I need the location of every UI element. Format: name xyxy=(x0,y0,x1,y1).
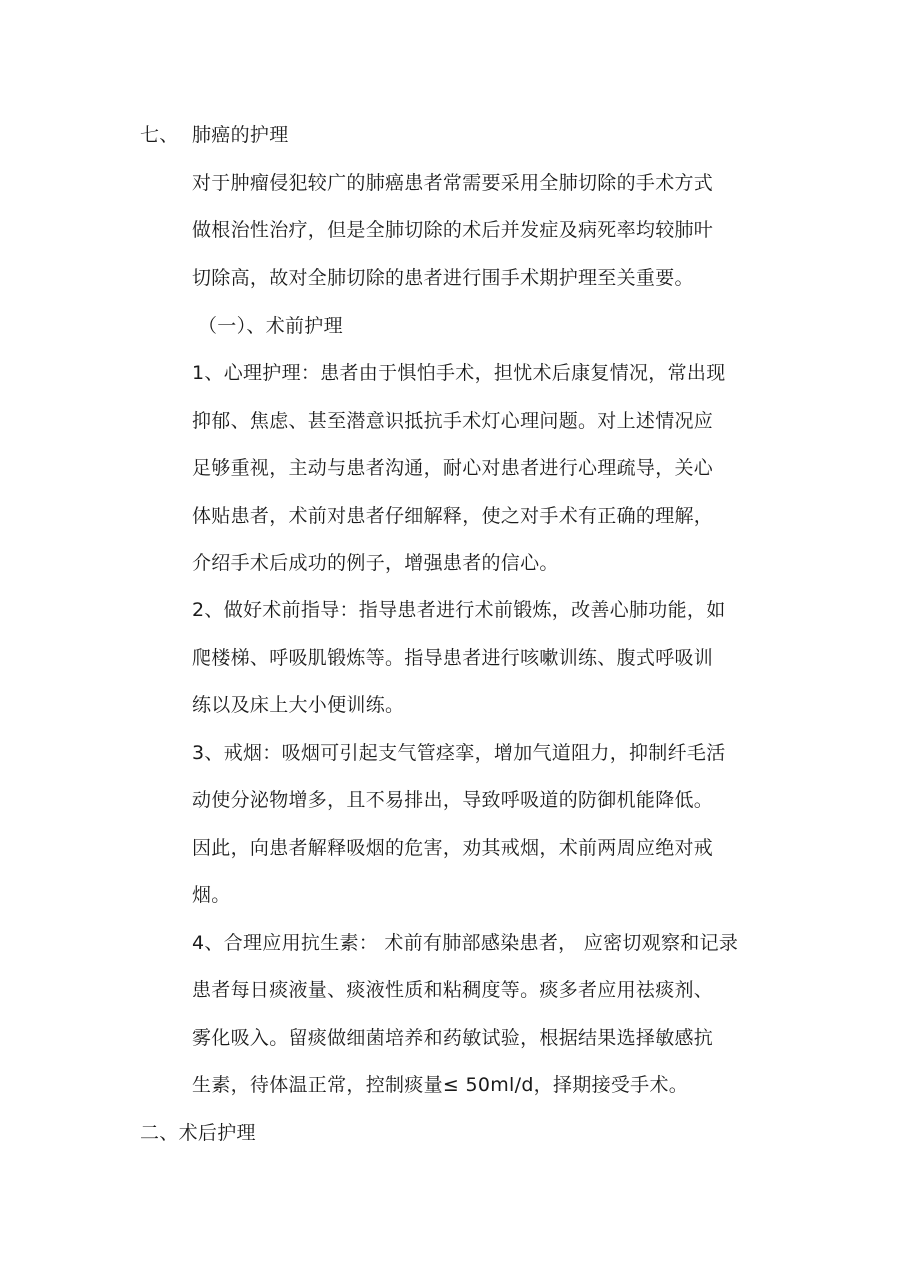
item4-line-3: 雾化吸入。留痰做细菌培养和药敏试验，根据结果选择敏感抗 xyxy=(192,1027,714,1049)
intro-line-3: 切除高，故对全肺切除的患者进行围手术期护理至关重要。 xyxy=(192,267,694,289)
item3-line-1: 3、戒烟：吸烟可引起支气管痉挛，增加气道阻力，抑制纤毛活 xyxy=(192,742,726,764)
item1-line-1: 1、心理护理：患者由于惧怕手术，担忧术后康复情况，常出现 xyxy=(192,362,726,384)
item1-line-4: 体贴患者，术前对患者仔细解释，使之对手术有正确的理解， xyxy=(192,505,714,527)
section-title: 肺癌的护理 xyxy=(192,124,289,146)
item4-line-1: 4、合理应用抗生素： 术前有肺部感染患者， 应密切观察和记录 xyxy=(192,932,739,954)
item1-line-5: 介绍手术后成功的例子，增强患者的信心。 xyxy=(192,552,559,574)
item4-line-2: 患者每日痰液量、痰液性质和粘稠度等。痰多者应用祛痰剂、 xyxy=(192,979,714,1001)
section-number: 七、 xyxy=(140,124,179,146)
item4-line-4: 生素，待体温正常，控制痰量≤ 50ml/d，择期接受手术。 xyxy=(192,1074,689,1096)
item2-line-1: 2、做好术前指导：指导患者进行术前锻炼，改善心肺功能，如 xyxy=(192,599,726,621)
intro-line-2: 做根治性治疗，但是全肺切除的术后并发症及病死率均较肺叶 xyxy=(192,219,714,241)
item2-line-3: 练以及床上大小便训练。 xyxy=(192,694,405,716)
postop-heading: 二、术后护理 xyxy=(140,1122,256,1144)
item3-line-2: 动使分泌物增多，且不易排出，导致呼吸道的防御机能降低。 xyxy=(192,789,714,811)
item3-line-4: 烟。 xyxy=(192,884,231,906)
intro-line-1: 对于肿瘤侵犯较广的肺癌患者常需要采用全肺切除的手术方式 xyxy=(192,172,714,194)
preop-heading: （一）、术前护理 xyxy=(198,315,343,337)
item1-line-2: 抑郁、焦虑、甚至潜意识抵抗手术灯心理问题。对上述情况应 xyxy=(192,410,714,432)
item2-line-2: 爬楼梯、呼吸肌锻炼等。指导患者进行咳嗽训练、腹式呼吸训 xyxy=(192,647,714,669)
item1-line-3: 足够重视，主动与患者沟通，耐心对患者进行心理疏导，关心 xyxy=(192,457,714,479)
item3-line-3: 因此，向患者解释吸烟的危害，劝其戒烟，术前两周应绝对戒 xyxy=(192,837,714,859)
